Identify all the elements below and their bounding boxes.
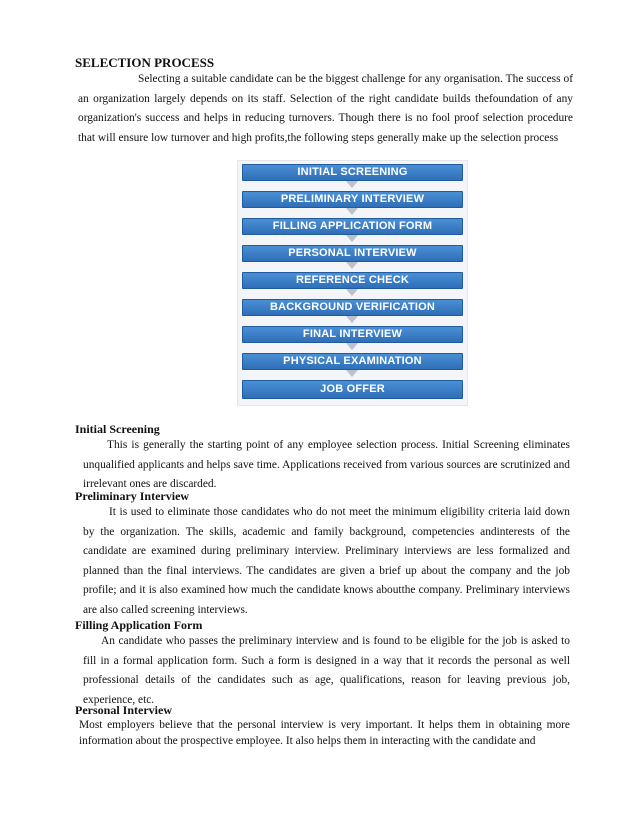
- down-arrow-icon: [346, 370, 358, 377]
- flow-step-initial-screening: INITIAL SCREENING: [242, 164, 463, 181]
- flow-step-filling-application-form: FILLING APPLICATION FORM: [242, 218, 463, 235]
- flow-step-preliminary-interview: PRELIMINARY INTERVIEW: [242, 191, 463, 208]
- intro-paragraph: [78, 70, 573, 148]
- section-filling-application-form: [75, 618, 570, 710]
- section-initial-screening: [75, 422, 570, 495]
- page-title: SELECTION PROCESS: [75, 55, 215, 70]
- flow-step-job-offer: JOB OFFER: [242, 380, 463, 399]
- flow-step-personal-interview: PERSONAL INTERVIEW: [242, 245, 463, 262]
- down-arrow-icon: [346, 316, 358, 323]
- down-arrow-icon: [346, 289, 358, 296]
- down-arrow-icon: [346, 208, 358, 215]
- selection-process-flowchart: [237, 160, 468, 406]
- section-text: It is used to eliminate those candidates who do not meet the minimum eligibility criteria laid down by the organization. The skills, academic and family background, competencies andinterests of the candidate are examined during preliminary interview. Preliminary interviews are less formalized and planned than the final interviews. The candidates are given a brief up about the company and the job profile; and it is also examined how much the candidate knows aboutthe company. Preliminary interviews are also called screening interviews.: [83, 506, 570, 616]
- section-text: Most employers believe that the personal interview is very important. It helps them in obtaining more information about the prospective employee. It also helps them in interacting with the candidate and: [79, 719, 570, 747]
- section-preliminary-interview: [75, 489, 570, 621]
- section-heading: Preliminary Interview: [75, 489, 190, 503]
- section-text: This is generally the starting point of any employee selection process. Initial Screening eliminates unqualified applicants and helps save time. Applications received from various sources are scrutinized and irrelevant ones are discarded.: [83, 439, 570, 491]
- flow-step-physical-examination: PHYSICAL EXAMINATION: [242, 353, 463, 370]
- section-heading: Initial Screening: [75, 422, 160, 436]
- down-arrow-icon: [346, 181, 358, 188]
- section-text: An candidate who passes the preliminary interview and is found to be eligible for the job is asked to fill in a formal application form. Such a form is designed in a way that it records the personal as well professional details of the candidates such as age, qualifications, reason for leaving previous job, experience, etc.: [83, 635, 570, 706]
- down-arrow-icon: [346, 343, 358, 350]
- down-arrow-icon: [346, 235, 358, 242]
- section-heading: Personal Interview: [75, 703, 172, 717]
- flow-step-reference-check: REFERENCE CHECK: [242, 272, 463, 289]
- flow-step-final-interview: FINAL INTERVIEW: [242, 326, 463, 343]
- flow-step-background-verification: BACKGROUND VERIFICATION: [242, 299, 463, 316]
- down-arrow-icon: [346, 262, 358, 269]
- section-heading: Filling Application Form: [75, 618, 203, 632]
- section-personal-interview: [75, 703, 570, 749]
- intro-text: Selecting a suitable candidate can be the biggest challenge for any organisation. The success of an organization largely depends on its staff. Selection of the right candidate builds thefoundation of any organization's success and helps in reducing turnovers. Though there is no fool proof selection procedure that will ensure low turnover and high profits,the following steps generally make up the selection process: [78, 73, 573, 144]
